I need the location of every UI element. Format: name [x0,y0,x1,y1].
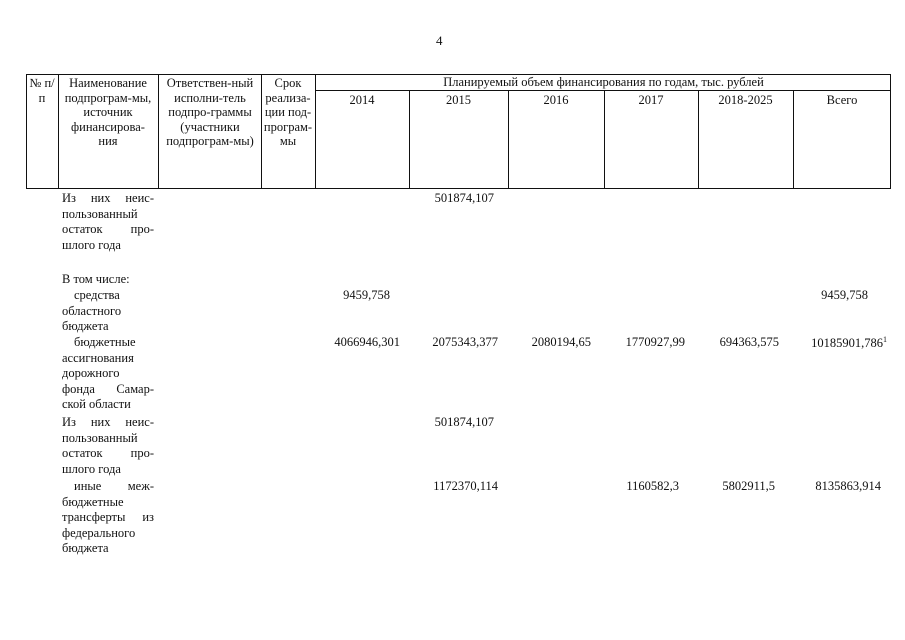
page-number: 4 [436,33,443,48]
header-total: Всего [826,93,858,107]
row-label: Из них неис-пользованный остаток про-шлого года [62,415,154,476]
row-label: В том числе: [62,272,130,286]
cell-2015: 501874,107 [434,415,494,429]
header-year: 2015 [446,93,471,107]
divider [261,74,262,189]
cell-2018-2025: 5802911,5 [722,479,775,493]
header-year: 2014 [349,93,375,107]
row-label: средства областного бюджета [62,288,122,333]
cell-2015: 1172370,114 [433,479,498,493]
row-label: иные меж-бюджетные трансферты из федерального бюджета [62,479,154,555]
header-year: 2016 [543,93,569,107]
cell-2017: 1770927,99 [625,335,685,349]
divider [158,74,159,189]
header-responsible: Ответствен-ный исполни-тель подпро-граммы (участники подпрограм-мы) [166,76,254,148]
table-header [26,74,891,189]
divider [315,74,316,189]
footnote-mark: 1 [883,335,887,344]
cell-2014: 4066946,301 [334,335,400,349]
header-term: Срок реализа-ции под-програм-мы [263,76,313,148]
cell-total: 10185901,786$^1$ [811,335,887,351]
header-num: № п/п [29,76,55,105]
cell-2016: 2080194,65 [531,335,591,349]
header-plan: Планируемый объем финансирования по годам, тыс. рублей [443,75,764,89]
cell-2015: 501874,107 [434,191,494,205]
divider [58,74,59,189]
header-name: Наименование подпрограм-мы, источник финансирова-ния [64,76,152,148]
row-label: Из них неис-пользованный остаток про-шлого года [62,191,154,252]
divider [315,90,891,91]
cell-total: 8135863,914 [815,479,881,493]
cell-2018-2025: 694363,575 [719,335,779,349]
cell-total: 9459,758 [821,288,868,302]
row-label: бюджетные ассигнования дорожного фонда Самар-ской области [62,335,154,411]
header-year: 2017 [638,93,664,107]
cell-2017: 1160582,3 [626,479,679,493]
header-year: 2018-2025 [718,93,773,107]
cell-2014: 9459,758 [343,288,390,302]
cell-2015: 2075343,377 [432,335,498,349]
